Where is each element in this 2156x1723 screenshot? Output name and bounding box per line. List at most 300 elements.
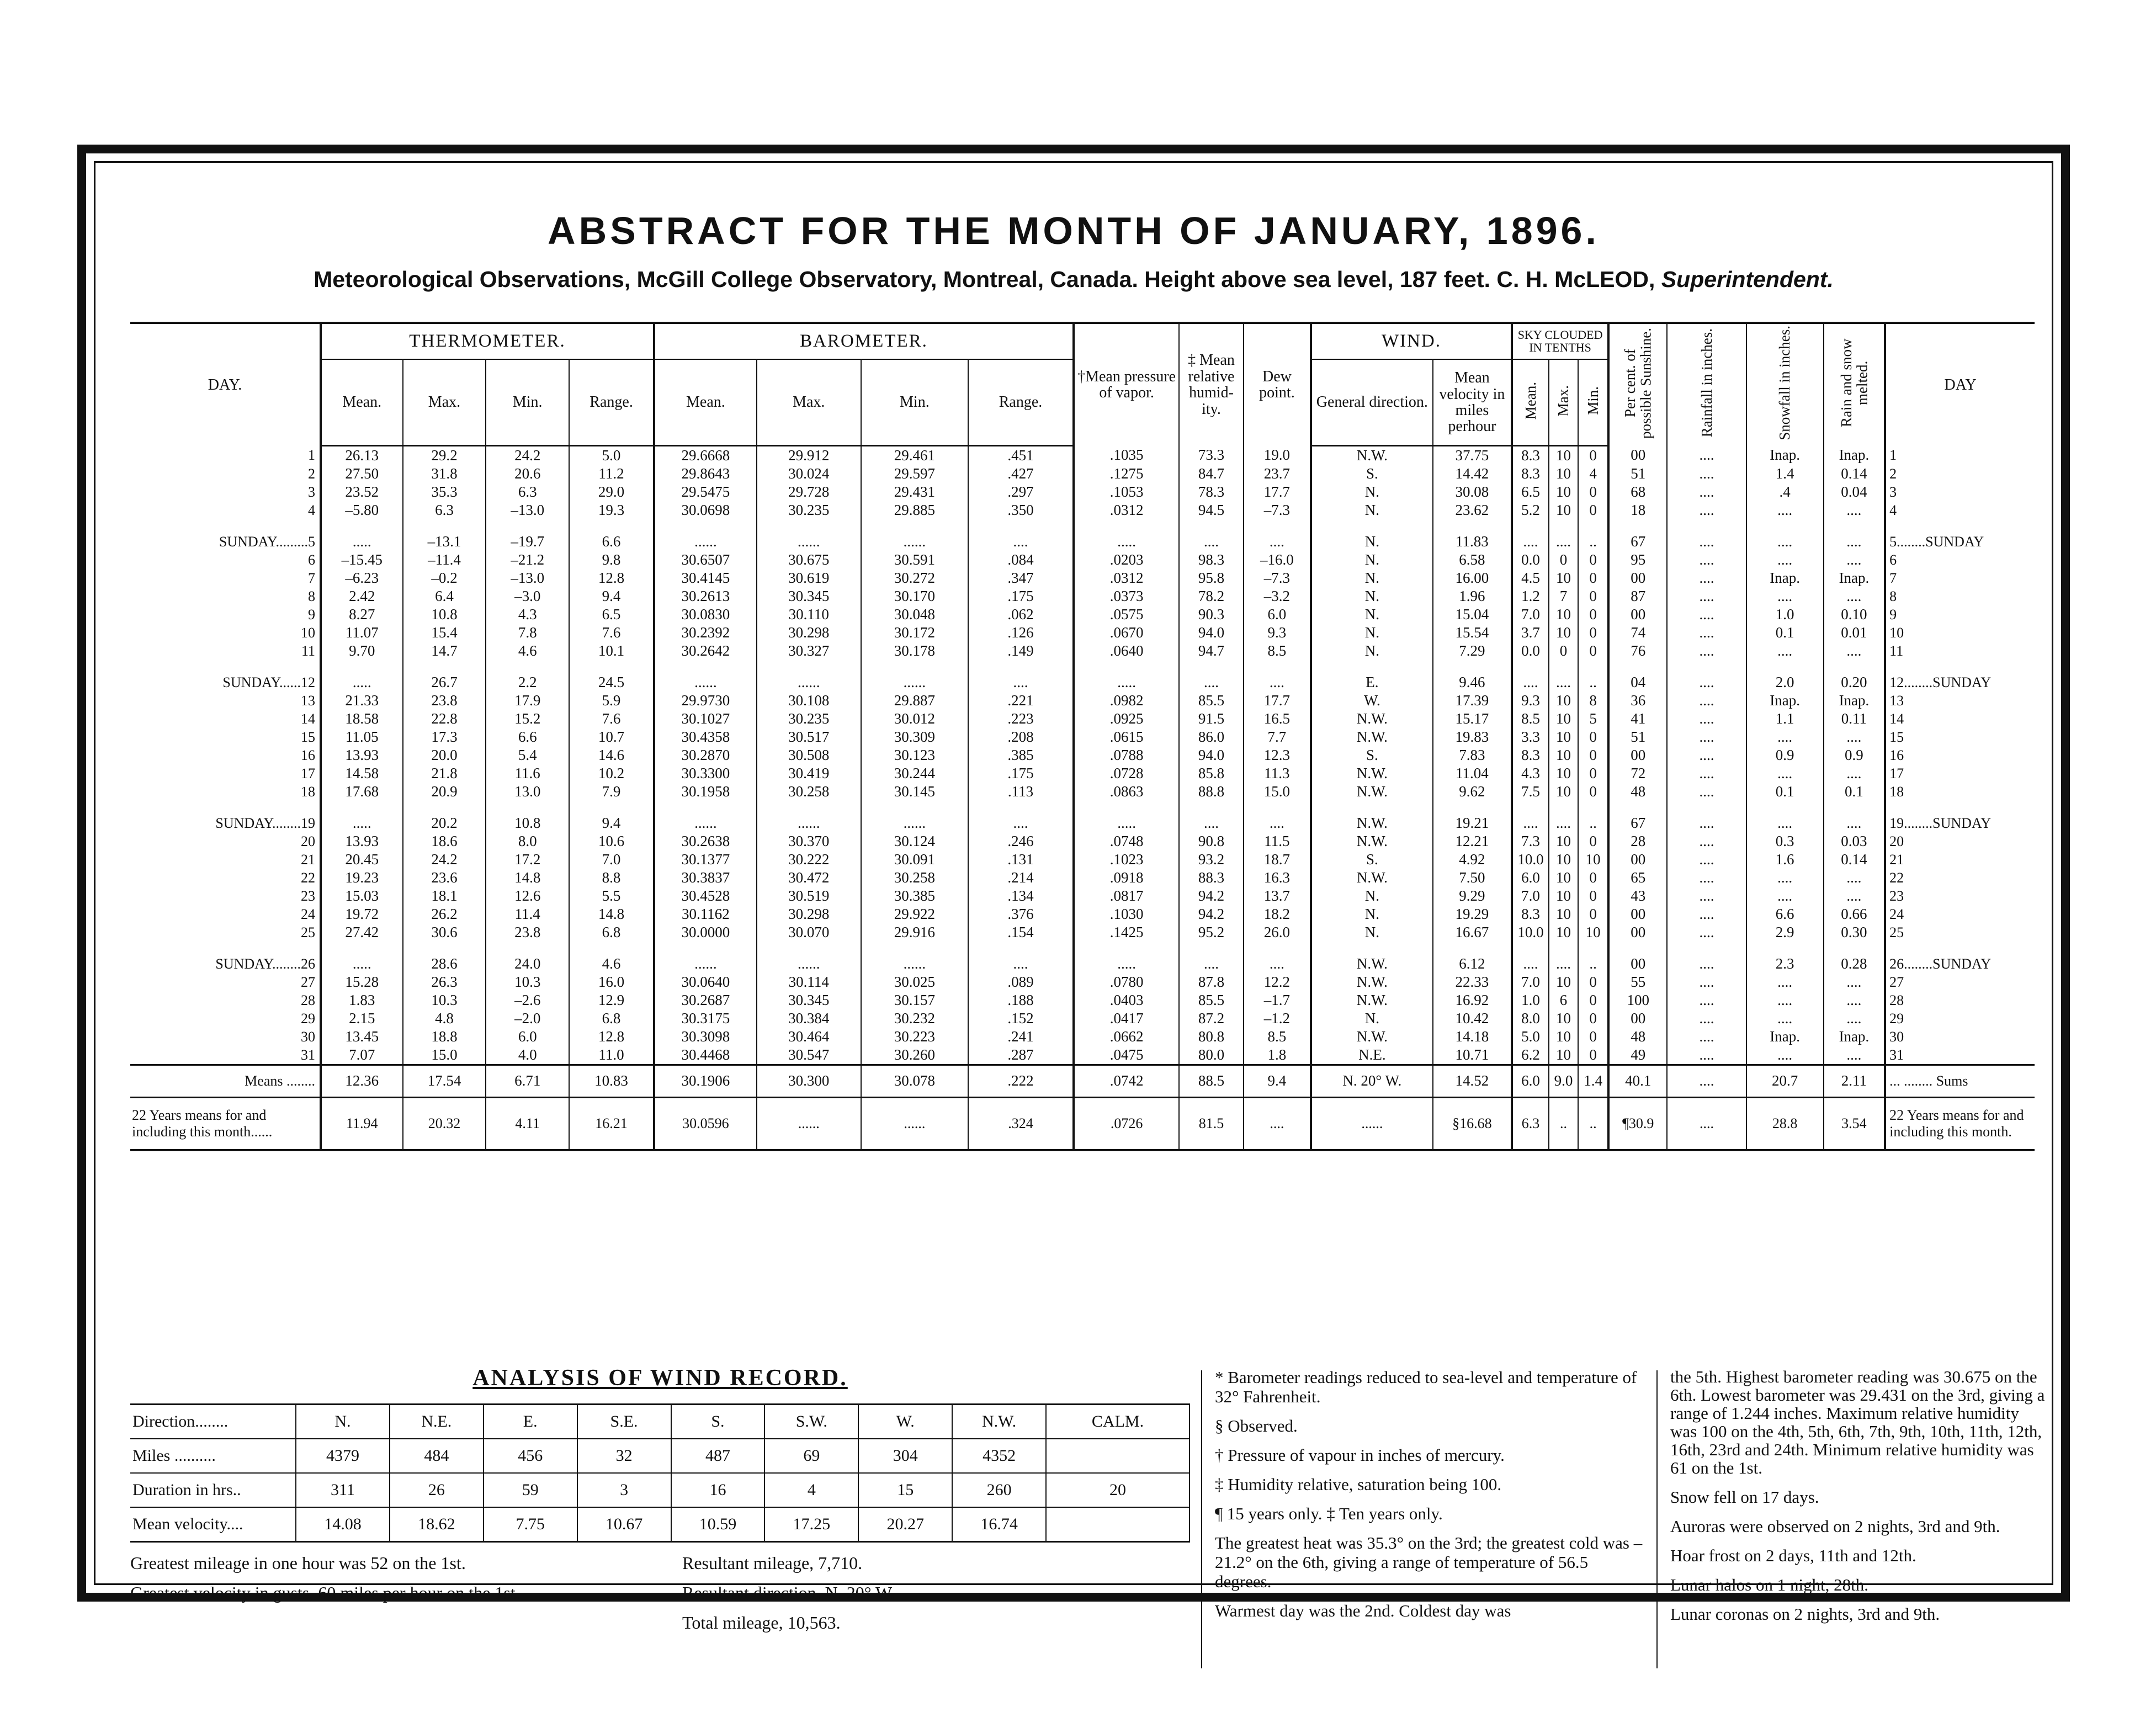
cell-rain: .... (1667, 991, 1746, 1009)
cell-t-max: 14.7 (403, 642, 486, 660)
cell-vel: 7.83 (1433, 746, 1512, 764)
cell-sun: 95 (1608, 551, 1667, 569)
day-cell: 13 (300, 692, 315, 709)
cell-b-max: 30.419 (757, 764, 861, 783)
cell-dir: E. (1311, 660, 1433, 692)
wind-cell: S. (671, 1405, 765, 1439)
day-right-header: DAY (1885, 323, 2035, 445)
cell-b-max: 30.464 (757, 1028, 861, 1046)
cell-hum: 85.5 (1179, 692, 1244, 710)
cell-sky-min: 0 (1578, 887, 1608, 905)
cell-hum: 85.8 (1179, 764, 1244, 783)
cell-t-min: 14.8 (486, 869, 569, 887)
cell-dir: N.W. (1311, 973, 1433, 991)
cell-t-min: 10.8 (486, 801, 569, 832)
cell-b-mean: 30.2638 (654, 832, 757, 850)
table-row (130, 1028, 2035, 1046)
table-row (130, 923, 2035, 942)
baro-max-header: Max. (757, 359, 861, 446)
cell-hum: 91.5 (1179, 710, 1244, 728)
therm-mean-header: Mean. (321, 359, 403, 446)
cell-t-max: 28.6 (403, 942, 486, 973)
cell-b-min: 30.591 (861, 551, 968, 569)
cell-sky-max: 10 (1549, 692, 1578, 710)
cell-t-min: 7.8 (486, 624, 569, 642)
cell-vapor: .0726 (1074, 1097, 1179, 1150)
cell-sky-max: 10 (1549, 887, 1578, 905)
table-row (130, 551, 2035, 569)
day-cell: 24 (300, 906, 315, 922)
cell-dir: ...... (1311, 1097, 1433, 1150)
day-cell: 21 (300, 851, 315, 868)
cell-b-min: 29.431 (861, 483, 968, 501)
cell-sun: 00 (1608, 445, 1667, 465)
cell-vel: 11.83 (1433, 519, 1512, 551)
cell-snow: 1.6 (1746, 850, 1824, 869)
cell-rain: .... (1667, 501, 1746, 519)
cell-b-min: 29.597 (861, 465, 968, 483)
cell-snow: 2.0 (1746, 660, 1824, 692)
day-cell: 22 Years means for and including this month...... (130, 1097, 321, 1150)
cell-t-range: 5.9 (569, 692, 654, 710)
cell-snow: 0.9 (1746, 746, 1824, 764)
cell-sky-max: 10 (1549, 905, 1578, 923)
cell-melted: 0.66 (1824, 905, 1885, 923)
cell-rain: .... (1667, 1065, 1746, 1097)
cell-melted: 0.9 (1824, 746, 1885, 764)
remark: Snow fell on 17 days. (1670, 1487, 1819, 1507)
cell-b-min: 30.260 (861, 1046, 968, 1065)
cell-vel: 10.71 (1433, 1046, 1512, 1065)
cell-sky-mean: 5.2 (1512, 501, 1549, 519)
subtitle-role: Superintendent. (1661, 267, 1834, 292)
footnotes (1215, 1368, 1645, 1630)
cell-t-mean: ..... (321, 801, 403, 832)
cell-vapor: .0662 (1074, 1028, 1179, 1046)
cell-vel: 14.18 (1433, 1028, 1512, 1046)
cell-t-max: 18.8 (403, 1028, 486, 1046)
cell-snow: 0.3 (1746, 832, 1824, 850)
cell-vapor: .0742 (1074, 1065, 1179, 1097)
cell-dir: N. 20° W. (1311, 1065, 1433, 1097)
cell-t-range: 6.6 (569, 519, 654, 551)
day-right-cell: 13 (1885, 692, 2035, 710)
cell-dir: S. (1311, 746, 1433, 764)
cell-sky-max: 10 (1549, 764, 1578, 783)
cell-dir: S. (1311, 465, 1433, 483)
cell-t-min: 13.0 (486, 783, 569, 801)
cell-b-range: .152 (968, 1009, 1074, 1028)
cell-t-range: 24.5 (569, 660, 654, 692)
cell-b-mean: 30.6507 (654, 551, 757, 569)
cell-sky-min: 0 (1578, 1028, 1608, 1046)
cell-hum: 90.3 (1179, 605, 1244, 624)
cell-dir: N. (1311, 1009, 1433, 1028)
cell-b-max: 30.235 (757, 501, 861, 519)
day-right-cell: 10 (1885, 624, 2035, 642)
cell-sun: 65 (1608, 869, 1667, 887)
cell-vel: 22.33 (1433, 973, 1512, 991)
day-right-cell: 7 (1885, 569, 2035, 587)
cell-sky-mean: 7.3 (1512, 832, 1549, 850)
cell-dir: N. (1311, 642, 1433, 660)
cell-dir: N.W. (1311, 801, 1433, 832)
page-title: ABSTRACT FOR THE MONTH OF JANUARY, 1896. (548, 209, 1600, 252)
day-right-cell: 18 (1885, 783, 2035, 801)
cell-b-range: .214 (968, 869, 1074, 887)
wind-cell: 3 (577, 1473, 671, 1507)
cell-b-max: 30.370 (757, 832, 861, 850)
cell-dew: –7.3 (1244, 569, 1311, 587)
cell-sky-min: 0 (1578, 642, 1608, 660)
subtitle-text: Meteorological Observations, McGill College Observatory, Montreal, Canada. Height above sea level, 187 feet. C. H. McLEOD, (314, 267, 1655, 292)
cell-hum: 87.2 (1179, 1009, 1244, 1028)
cell-dew: 26.0 (1244, 923, 1311, 942)
cell-vapor: ..... (1074, 519, 1179, 551)
cell-t-min: –21.2 (486, 551, 569, 569)
rainfall-header: Rainfall in inches. (1667, 323, 1746, 445)
day-cell: 29 (300, 1010, 315, 1027)
cell-dir: N. (1311, 887, 1433, 905)
table-row (130, 710, 2035, 728)
cell-snow: Inap. (1746, 692, 1824, 710)
cell-b-mean: 30.0698 (654, 501, 757, 519)
cell-b-range: .223 (968, 710, 1074, 728)
cell-t-range: 11.0 (569, 1046, 654, 1065)
cell-rain: .... (1667, 569, 1746, 587)
day-right-cell: 27 (1885, 973, 2035, 991)
cell-b-mean: 30.2392 (654, 624, 757, 642)
table-row (130, 887, 2035, 905)
cell-b-min: 29.885 (861, 501, 968, 519)
cell-dir: N.W. (1311, 991, 1433, 1009)
cell-b-mean: 30.4468 (654, 1046, 757, 1065)
cell-melted: 0.28 (1824, 942, 1885, 973)
wind-cell: 484 (390, 1439, 484, 1473)
day-cell: 9 (307, 606, 315, 623)
cell-t-mean: ..... (321, 660, 403, 692)
cell-vel: 10.42 (1433, 1009, 1512, 1028)
cell-vel: 14.52 (1433, 1065, 1512, 1097)
cell-melted: .... (1824, 973, 1885, 991)
cell-rain: .... (1667, 587, 1746, 605)
cell-vel: 17.39 (1433, 692, 1512, 710)
cell-sky-mean: 10.0 (1512, 923, 1549, 942)
cell-vel: 19.83 (1433, 728, 1512, 746)
cell-dew: 16.3 (1244, 869, 1311, 887)
cell-t-max: –13.1 (403, 519, 486, 551)
cell-t-min: 20.6 (486, 465, 569, 483)
cell-rain: .... (1667, 519, 1746, 551)
cell-sun: 87 (1608, 587, 1667, 605)
cell-snow: .... (1746, 551, 1824, 569)
day-cell: 7 (307, 570, 315, 586)
footnote: § Observed. (1215, 1416, 1298, 1435)
table-row (130, 692, 2035, 710)
cell-b-range: .246 (968, 832, 1074, 850)
day-cell: 25 (300, 924, 315, 940)
cell-rain: .... (1667, 1009, 1746, 1028)
table-row (130, 1065, 2035, 1097)
cell-rain: .... (1667, 746, 1746, 764)
cell-t-mean: 15.28 (321, 973, 403, 991)
cell-sky-min: 0 (1578, 728, 1608, 746)
cell-melted: 0.14 (1824, 465, 1885, 483)
cell-sky-max: 10 (1549, 923, 1578, 942)
wind-row-label: Miles .......... (130, 1439, 296, 1473)
cell-rain: .... (1667, 465, 1746, 483)
cell-vel: 23.62 (1433, 501, 1512, 519)
cell-b-min: 30.172 (861, 624, 968, 642)
cell-vapor: .0728 (1074, 764, 1179, 783)
cell-b-max: 30.070 (757, 923, 861, 942)
wind-row-label: Mean velocity.... (130, 1507, 296, 1542)
cell-hum: .... (1179, 942, 1244, 973)
cell-b-min: 29.461 (861, 445, 968, 465)
cell-b-min: 29.916 (861, 923, 968, 942)
day-cell: 6 (307, 551, 315, 568)
cell-rain: .... (1667, 1028, 1746, 1046)
cell-b-mean: 30.4145 (654, 569, 757, 587)
cell-t-min: 6.6 (486, 728, 569, 746)
cell-t-mean: 9.70 (321, 642, 403, 660)
cell-dew: 11.3 (1244, 764, 1311, 783)
cell-vel: 4.92 (1433, 850, 1512, 869)
cell-b-mean: 30.3300 (654, 764, 757, 783)
day-right-cell: 11 (1885, 642, 2035, 660)
table-row (130, 501, 2035, 519)
cell-t-max: 31.8 (403, 465, 486, 483)
cell-snow: .... (1746, 519, 1824, 551)
cell-snow: .... (1746, 973, 1824, 991)
day-right-cell: 20 (1885, 832, 2035, 850)
wind-note: Resultant mileage, 7,710. (682, 1553, 863, 1573)
cell-sky-min: 0 (1578, 501, 1608, 519)
wind-cell: N. (296, 1405, 390, 1439)
cell-hum: .... (1179, 519, 1244, 551)
cell-vel: 15.04 (1433, 605, 1512, 624)
cell-b-range: .134 (968, 887, 1074, 905)
humidity-header: ‡ Mean relative humid-ity. (1179, 323, 1244, 445)
cell-t-max: 10.3 (403, 991, 486, 1009)
cell-dew: 1.8 (1244, 1046, 1311, 1065)
cell-vapor: .0780 (1074, 973, 1179, 991)
cell-vel: 1.96 (1433, 587, 1512, 605)
cell-t-mean: 11.07 (321, 624, 403, 642)
cell-t-mean: 14.58 (321, 764, 403, 783)
cell-sky-min: .. (1578, 660, 1608, 692)
day-cell: SUNDAY.........5 (219, 533, 315, 550)
cell-dew: .... (1244, 1097, 1311, 1150)
cell-rain: .... (1667, 764, 1746, 783)
cell-sky-max: 10 (1549, 746, 1578, 764)
wind-cell: 18.62 (390, 1507, 484, 1542)
cell-b-max: 30.235 (757, 710, 861, 728)
therm-range-header: Range. (569, 359, 654, 446)
cell-dir: N. (1311, 483, 1433, 501)
cell-t-mean: 2.15 (321, 1009, 403, 1028)
cell-sun: 43 (1608, 887, 1667, 905)
cell-b-range: .175 (968, 764, 1074, 783)
cell-b-mean: ...... (654, 519, 757, 551)
table-row (130, 850, 2035, 869)
cell-sky-max: .. (1549, 1097, 1578, 1150)
cell-rain: .... (1667, 692, 1746, 710)
cell-sky-mean: 1.0 (1512, 991, 1549, 1009)
cell-b-max: 30.472 (757, 869, 861, 887)
day-cell: 2 (307, 465, 315, 482)
remark: Lunar coronas on 2 nights, 3rd and 9th. (1670, 1604, 1940, 1624)
cell-sky-min: 0 (1578, 1009, 1608, 1028)
wind-cell: W. (858, 1405, 952, 1439)
cell-rain: .... (1667, 801, 1746, 832)
cell-b-range: .113 (968, 783, 1074, 801)
wind-cell: S.E. (577, 1405, 671, 1439)
baro-range-header: Range. (968, 359, 1074, 446)
cell-t-mean: –6.23 (321, 569, 403, 587)
cell-b-mean: 30.2642 (654, 642, 757, 660)
cell-b-mean: 30.1027 (654, 710, 757, 728)
cell-dir: N. (1311, 905, 1433, 923)
footnote: The greatest heat was 35.3° on the 3rd; the greatest cold was –21.2° on the 6th, giving a range of temperature of 56.5 degrees. (1215, 1533, 1643, 1591)
cell-vel: 16.00 (1433, 569, 1512, 587)
table-row (130, 445, 2035, 465)
day-right-cell: 17 (1885, 764, 2035, 783)
wind-cell: 15 (858, 1473, 952, 1507)
cell-sun: 76 (1608, 642, 1667, 660)
sky-header: SKY CLOUDED IN TENTHS (1512, 323, 1608, 359)
cell-melted: 0.03 (1824, 832, 1885, 850)
cell-melted: .... (1824, 991, 1885, 1009)
cell-t-range: 19.3 (569, 501, 654, 519)
cell-t-mean: 17.68 (321, 783, 403, 801)
day-cell: 28 (300, 992, 315, 1008)
cell-b-mean: 29.5475 (654, 483, 757, 501)
cell-sun: 00 (1608, 905, 1667, 923)
cell-vel: 16.92 (1433, 991, 1512, 1009)
cell-hum: 95.2 (1179, 923, 1244, 942)
cell-t-min: 4.0 (486, 1046, 569, 1065)
cell-dew: .... (1244, 660, 1311, 692)
cell-rain: .... (1667, 905, 1746, 923)
cell-melted: .... (1824, 869, 1885, 887)
cell-t-mean: 11.05 (321, 728, 403, 746)
cell-t-range: 4.6 (569, 942, 654, 973)
barometer-header: BAROMETER. (654, 323, 1074, 359)
wind-duration-row (130, 1473, 1189, 1507)
day-cell: 20 (300, 833, 315, 849)
cell-vapor: .0748 (1074, 832, 1179, 850)
cell-t-range: 12.8 (569, 1028, 654, 1046)
cell-hum: 73.3 (1179, 445, 1244, 465)
cell-b-range: .089 (968, 973, 1074, 991)
cell-t-max: 22.8 (403, 710, 486, 728)
rain-snow-header: Rain and snow melted. (1824, 323, 1885, 445)
sky-mean-header: Mean. (1512, 359, 1549, 446)
cell-snow: .... (1746, 869, 1824, 887)
cell-b-max: 30.384 (757, 1009, 861, 1028)
cell-t-range: 7.6 (569, 710, 654, 728)
cell-snow: 1.0 (1746, 605, 1824, 624)
table-row (130, 728, 2035, 746)
wind-note: Total mileage, 10,563. (682, 1613, 841, 1632)
cell-sky-max: 10 (1549, 501, 1578, 519)
cell-vapor: .0918 (1074, 869, 1179, 887)
remarks (1670, 1368, 2046, 1634)
cell-b-range: .221 (968, 692, 1074, 710)
cell-b-min: 29.887 (861, 692, 968, 710)
cell-t-range: 9.8 (569, 551, 654, 569)
cell-sky-min: 0 (1578, 783, 1608, 801)
cell-snow: .... (1746, 587, 1824, 605)
cell-b-range: .350 (968, 501, 1074, 519)
cell-dew: 13.7 (1244, 887, 1311, 905)
cell-b-min: 30.244 (861, 764, 968, 783)
cell-t-min: 2.2 (486, 660, 569, 692)
sky-min-header: Min. (1578, 359, 1608, 446)
cell-t-mean: 1.83 (321, 991, 403, 1009)
cell-vapor: .0475 (1074, 1046, 1179, 1065)
cell-melted: 0.01 (1824, 624, 1885, 642)
footnote: † Pressure of vapour in inches of mercury. (1215, 1445, 1505, 1465)
day-cell: SUNDAY......12 (222, 674, 315, 690)
cell-sky-min: 0 (1578, 605, 1608, 624)
cell-t-mean: 7.07 (321, 1046, 403, 1065)
cell-melted: .... (1824, 551, 1885, 569)
cell-t-range: 5.0 (569, 445, 654, 465)
cell-sun: 48 (1608, 783, 1667, 801)
cell-hum: 98.3 (1179, 551, 1244, 569)
cell-b-mean: 30.1906 (654, 1065, 757, 1097)
cell-rain: .... (1667, 923, 1746, 942)
table-row (130, 1046, 2035, 1065)
cell-b-range: .... (968, 519, 1074, 551)
cell-sky-min: 0 (1578, 1046, 1608, 1065)
cell-snow: 6.6 (1746, 905, 1824, 923)
cell-b-mean: 30.4358 (654, 728, 757, 746)
cell-t-min: 4.6 (486, 642, 569, 660)
cell-sky-max: 10 (1549, 783, 1578, 801)
cell-sky-mean: 8.0 (1512, 1009, 1549, 1028)
cell-sky-max: 10 (1549, 850, 1578, 869)
cell-vel: 19.21 (1433, 801, 1512, 832)
day-cell: 16 (300, 747, 315, 763)
wind-cell: 26 (390, 1473, 484, 1507)
cell-b-mean: 30.3098 (654, 1028, 757, 1046)
cell-t-min: 11.4 (486, 905, 569, 923)
therm-min-header: Min. (486, 359, 569, 446)
cell-sky-max: 10 (1549, 710, 1578, 728)
cell-vel: 30.08 (1433, 483, 1512, 501)
remark: Lunar halos on 1 night, 28th. (1670, 1575, 1869, 1594)
wind-cell: N.W. (952, 1405, 1046, 1439)
cell-t-max: 35.3 (403, 483, 486, 501)
cell-t-range: 10.7 (569, 728, 654, 746)
cell-t-max: 20.2 (403, 801, 486, 832)
cell-t-min: 23.8 (486, 923, 569, 942)
sunshine-header: Per cent. of possible Sunshine. (1608, 323, 1667, 445)
cell-t-max: 23.6 (403, 869, 486, 887)
cell-sun: 72 (1608, 764, 1667, 783)
table-row (130, 746, 2035, 764)
cell-melted: 0.30 (1824, 923, 1885, 942)
cell-sun: 00 (1608, 850, 1667, 869)
wind-cell: 4352 (952, 1439, 1046, 1473)
cell-hum: 94.0 (1179, 624, 1244, 642)
cell-t-max: –0.2 (403, 569, 486, 587)
cell-b-mean: 29.8643 (654, 465, 757, 483)
day-cell: 4 (307, 502, 315, 518)
